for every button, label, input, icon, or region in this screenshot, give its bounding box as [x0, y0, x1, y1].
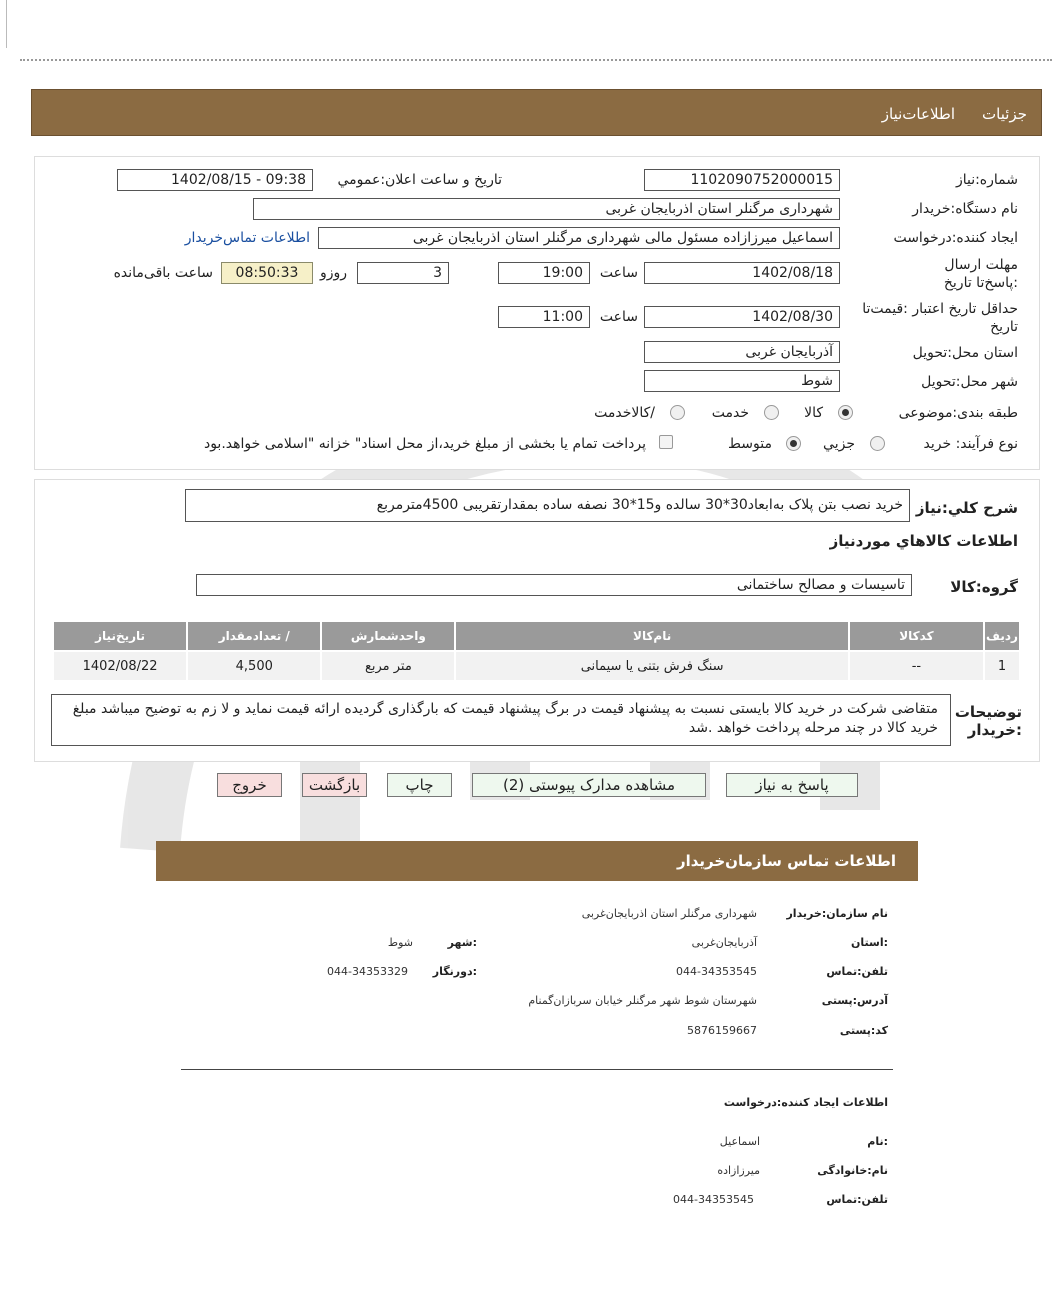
creator-label: ایجاد کننده:درخواست — [893, 230, 1018, 246]
contact-fax-value: 044-34353329 — [327, 965, 408, 978]
col-header-code: کدکالا — [850, 622, 983, 650]
view-attachments-button[interactable]: مشاهده مدارک پیوستی (2) — [472, 773, 706, 797]
process-radio-small[interactable] — [870, 436, 885, 451]
deadline-label: مهلت ارسال :پاسخ‌تا تاریخ — [943, 257, 1018, 291]
creator-family-value: میرزازاده — [717, 1164, 760, 1177]
exit-button[interactable]: خروج — [217, 773, 282, 797]
category-label: طبقه بندی:موضوعی — [898, 405, 1018, 421]
remaining-label: ساعت باقی‌مانده — [113, 265, 213, 281]
contact-phone-value: 044-34353545 — [676, 965, 757, 978]
buyer-contact-link[interactable]: اطلاعات تماس‌خریدار — [184, 230, 310, 246]
creator-name-label: :نام — [867, 1135, 888, 1148]
tab-details[interactable]: جزئیات — [982, 105, 1027, 123]
contact-province-label: :استان — [851, 936, 888, 949]
need-number-field: 1102090752000015 — [644, 169, 840, 191]
category-option-both: /کالاخدمت — [594, 405, 655, 421]
print-button[interactable]: چاپ — [387, 773, 452, 797]
goods-group-field: تاسیسات و مصالح ساختمانی — [196, 574, 912, 596]
days-field: 3 — [357, 262, 449, 284]
tab-need-info[interactable]: اطلاعات‌نیاز — [881, 105, 955, 123]
contact-postal-label: کد:پستی — [839, 1024, 888, 1037]
days-label: روزو — [319, 265, 347, 281]
contact-city-label: :شهر — [447, 936, 477, 949]
process-option-medium: متوسط — [728, 436, 772, 452]
page-edge-line — [6, 0, 7, 48]
category-option-service: خدمت — [711, 405, 749, 421]
contact-address-label: آدرس:پستی — [821, 994, 888, 1007]
announce-field: 1402/08/15 - 09:38 — [117, 169, 313, 191]
city-field: شوط — [644, 370, 840, 392]
deadline-time-label: ساعت — [599, 265, 638, 281]
remaining-time-field: 08:50:33 — [221, 262, 313, 284]
goods-table — [52, 620, 1021, 682]
partial-payment-text: پرداخت تمام یا بخشی از مبلغ خرید،از محل اسناد" خزانه "اسلامی خواهد.بود — [203, 436, 646, 452]
col-header-unit: واحدشمارش — [322, 622, 454, 650]
creator-family-label: نام:خانوادگی — [817, 1164, 888, 1177]
validity-date-field: 1402/08/30 — [644, 306, 840, 328]
buyer-org-field: شهرداری مرگنلر استان اذربایجان غربی — [253, 198, 840, 220]
contact-city-value: شوط — [387, 936, 413, 949]
buyer-notes-label: توضیحات :خریدار — [954, 703, 1022, 739]
creator-name-value: اسماعیل — [719, 1135, 760, 1148]
category-radio-both[interactable] — [670, 405, 685, 420]
cell-date: 1402/08/22 — [54, 652, 186, 680]
cell-quantity: 4,500 — [188, 652, 320, 680]
partial-payment-checkbox[interactable] — [659, 435, 673, 449]
city-label: شهر محل:تحویل — [921, 374, 1018, 390]
announce-label: تاریخ و ساعت اعلان:عمومي — [337, 172, 502, 188]
deadline-date-field: 1402/08/18 — [644, 262, 840, 284]
cell-row-number: 1 — [985, 652, 1019, 680]
buyer-notes-field: متقاضی شرکت در خرید کالا بایستی نسبت به پیشنهاد قیمت در برگ پیشنهاد قیمت که بارگذاری گردیده ارائه قیمت نماید و لا زم به توضیح میباشد مبلغ خرید کالا در چند مرحله پرداخت خواهد .شد — [51, 694, 951, 746]
deadline-time-field: 19:00 — [498, 262, 590, 284]
contact-fax-label: :دورنگار — [432, 965, 477, 978]
province-field: آذربایجان غربی — [644, 341, 840, 363]
validity-time-field: 11:00 — [498, 306, 590, 328]
process-label: نوع فرآیند: خرید — [923, 436, 1018, 452]
contact-address-value: شهرستان شوط شهر مرگنلر خیابان سربازان‌گمنام — [528, 994, 757, 1007]
description-field: خرید نصب بتن پلاک به‌ابعاد30*30 سالده و15*30 نصفه ساده بمقدارتقریبی 4500مترمربع — [185, 489, 910, 522]
buyer-contact-title: اطلاعات تماس سازمان‌خریدار — [676, 852, 896, 870]
table-row — [54, 652, 1019, 680]
col-header-quantity: / تعدادمقدار — [188, 622, 320, 650]
buyer-contact-header — [156, 841, 918, 881]
creator-field: اسماعیل میرزازاده مسئول مالی شهرداری مرگنلر استان اذربایجان غربی — [318, 227, 840, 249]
category-option-goods: کالا — [804, 405, 823, 421]
top-dotted-divider — [20, 59, 1052, 61]
contact-province-value: آذربایجان‌غربی — [691, 936, 757, 949]
col-header-date: تاریخ‌نیاز — [54, 622, 186, 650]
goods-info-title: اطلاعات کالاهاي موردنیاز — [829, 532, 1018, 550]
process-option-small: جزیي — [823, 436, 855, 452]
cell-code: -- — [850, 652, 983, 680]
contact-phone-label: تلفن:تماس — [826, 965, 888, 978]
category-radio-service[interactable] — [764, 405, 779, 420]
creator-info-title: اطلاعات ایجاد کننده:درخواست — [723, 1096, 888, 1109]
need-number-label: شماره:نیاز — [955, 172, 1018, 188]
validity-time-label: ساعت — [599, 309, 638, 325]
contact-divider — [181, 1069, 893, 1070]
description-label: شرح کلي:نیاز — [915, 499, 1018, 517]
process-radio-medium[interactable] — [786, 436, 801, 451]
cell-name: سنگ فرش بتنی یا سیمانی — [456, 652, 847, 680]
validity-label: حداقل تاریخ اعتبار :قیمت‌تا تاریخ — [862, 301, 1018, 335]
creator-phone-label: تلفن:تماس — [826, 1193, 888, 1206]
contact-postal-value: 5876159667 — [687, 1024, 757, 1037]
col-header-row: ردیف — [985, 622, 1019, 650]
province-label: استان محل:تحویل — [912, 345, 1018, 361]
col-header-name: نام‌کالا — [456, 622, 847, 650]
reply-button[interactable]: پاسخ به نیاز — [726, 773, 858, 797]
contact-org-label: نام سازمان:خریدار — [786, 907, 888, 920]
back-button[interactable]: بازگشت — [302, 773, 367, 797]
buyer-org-label: نام دستگاه:خریدار — [912, 201, 1018, 217]
header-bar — [31, 89, 1042, 136]
contact-org-value: شهرداری مرگنلر استان اذربایجان‌غربی — [581, 907, 757, 920]
goods-group-label: گروه:کالا — [950, 578, 1018, 596]
creator-phone-value: 044-34353545 — [673, 1193, 754, 1206]
category-radio-goods[interactable] — [838, 405, 853, 420]
cell-unit: متر مربع — [322, 652, 454, 680]
